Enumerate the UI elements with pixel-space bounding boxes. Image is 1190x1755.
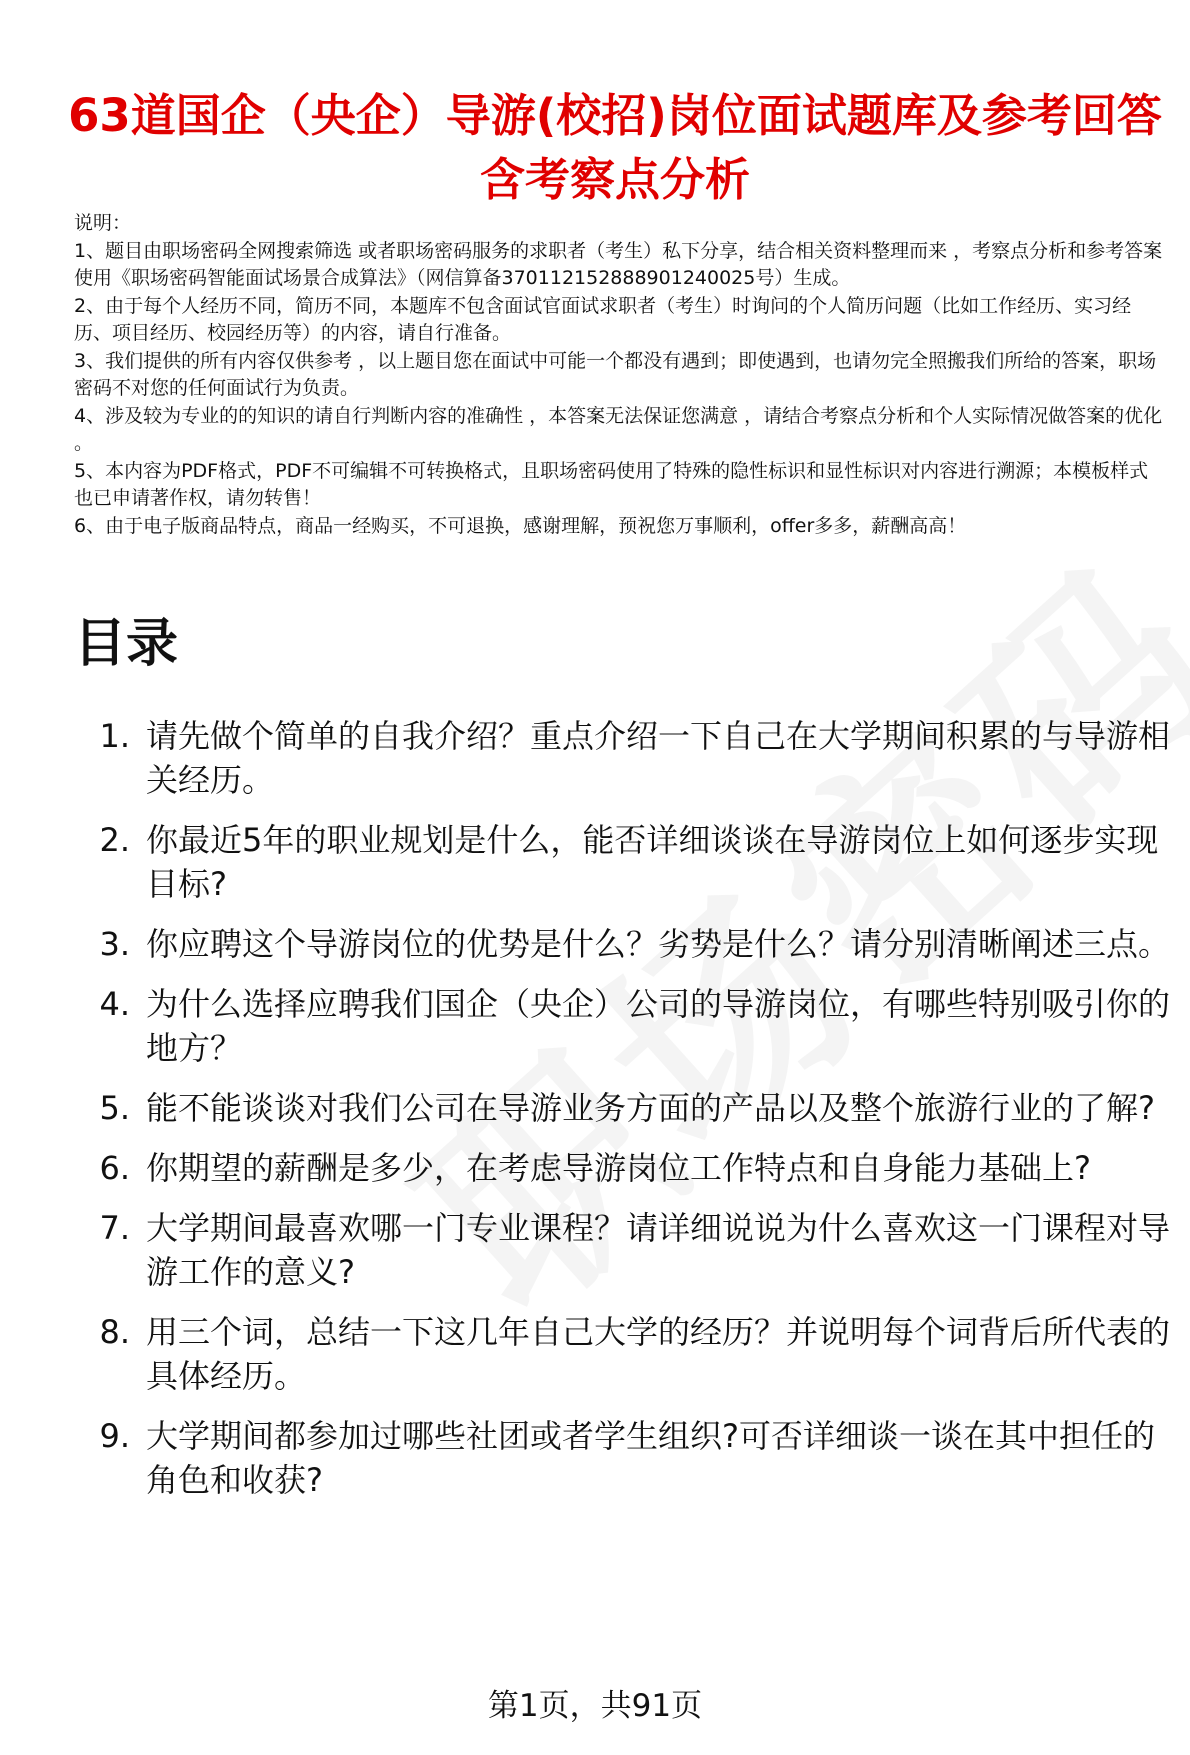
- note-item: 4、涉及较为专业的的知识的请自行判断内容的准确性 ，本答案无法保证您满意 ，请结合考察点分析和个人实际情况做答案的优化 。: [74, 404, 1163, 454]
- toc-item-number: 6.: [99, 1149, 130, 1187]
- toc-heading: 目录: [74, 614, 179, 674]
- note-item: 6、由于电子版商品特点，商品一经购买，不可退换，感谢理解，预祝您万事顺利，offer多多，薪酬高高！: [74, 514, 967, 537]
- notes-heading: 说明：: [74, 212, 132, 234]
- toc-item-number: 4.: [99, 985, 130, 1023]
- toc-item[interactable]: [74, 714, 1170, 802]
- toc-item-number: 1.: [99, 717, 130, 755]
- toc-item[interactable]: [74, 1310, 1170, 1398]
- toc-item[interactable]: [74, 982, 1170, 1070]
- toc-item-text: 大学期间都参加过哪些社团或者学生组织?可否详细谈一谈在其中担任的角色和收获?: [146, 1417, 1155, 1499]
- toc-item-number: 7.: [99, 1209, 130, 1247]
- toc-list: [74, 714, 1170, 1518]
- toc-item-text: 能不能谈谈对我们公司在导游业务方面的产品以及整个旅游行业的了解?: [146, 1089, 1155, 1127]
- toc-item[interactable]: [74, 1146, 1170, 1190]
- toc-item-text: 你期望的薪酬是多少，在考虑导游岗位工作特点和自身能力基础上?: [146, 1149, 1091, 1187]
- note-item: 3、我们提供的所有内容仅供参考 ，以上题目您在面试中可能一个都没有遇到；即使遇到，也请勿完全照搬我们所给的答案，职场密码不对您的任何面试行为负责。: [74, 349, 1157, 399]
- note-item: 5、本内容为PDF格式，PDF不可编辑不可转换格式，且职场密码使用了特殊的隐性标识和显性标识对内容进行溯源；本模板样式也已申请著作权，请勿转售！: [74, 459, 1149, 509]
- toc-item-number: 3.: [99, 925, 130, 963]
- document-title: 63道国企（央企）导游(校招)岗位面试题库及参考回答含考察点分析: [68, 89, 1162, 207]
- toc-item-text: 你应聘这个导游岗位的优势是什么？劣势是什么？请分别清晰阐述三点。: [146, 925, 1171, 963]
- toc-item-text: 你最近5年的职业规划是什么，能否详细谈谈在导游岗位上如何逐步实现目标?: [146, 821, 1159, 903]
- toc-item-text: 用三个词，总结一下这几年自己大学的经历？并说明每个词背后所代表的具体经历。: [146, 1313, 1171, 1395]
- toc-item[interactable]: [74, 922, 1170, 966]
- notes-section: [74, 210, 1164, 540]
- toc-item-number: 2.: [99, 821, 130, 859]
- toc-item-text: 大学期间最喜欢哪一门专业课程？请详细说说为什么喜欢这一门课程对导游工作的意义?: [146, 1209, 1171, 1291]
- toc-item-text: 请先做个简单的自我介绍？重点介绍一下自己在大学期间积累的与导游相关经历。: [146, 717, 1171, 799]
- toc-item-number: 9.: [99, 1417, 130, 1455]
- toc-item-text: 为什么选择应聘我们国企（央企）公司的导游岗位，有哪些特别吸引你的地方？: [146, 985, 1171, 1067]
- toc-item[interactable]: [74, 1086, 1170, 1130]
- toc-item-number: 5.: [99, 1089, 130, 1127]
- toc-item[interactable]: [74, 1414, 1170, 1502]
- note-item: 2、由于每个人经历不同，简历不同，本题库不包含面试官面试求职者（考生）时询问的个人简历问题（比如工作经历、实习经历、项目经历、校园经历等）的内容，请自行准备。: [74, 294, 1132, 344]
- page-footer: 第1页，共91页: [487, 1688, 703, 1724]
- toc-item-number: 8.: [99, 1313, 130, 1351]
- toc-item[interactable]: [74, 818, 1170, 906]
- toc-item[interactable]: [74, 1206, 1170, 1294]
- note-item: 1、题目由职场密码全网搜索筛选 或者职场密码服务的求职者（考生）私下分享，结合相关资料整理而来 ，考察点分析和参考答案使用《职场密码智能面试场景合成算法》（网信算备370112152888901240025号）生成。: [74, 239, 1163, 289]
